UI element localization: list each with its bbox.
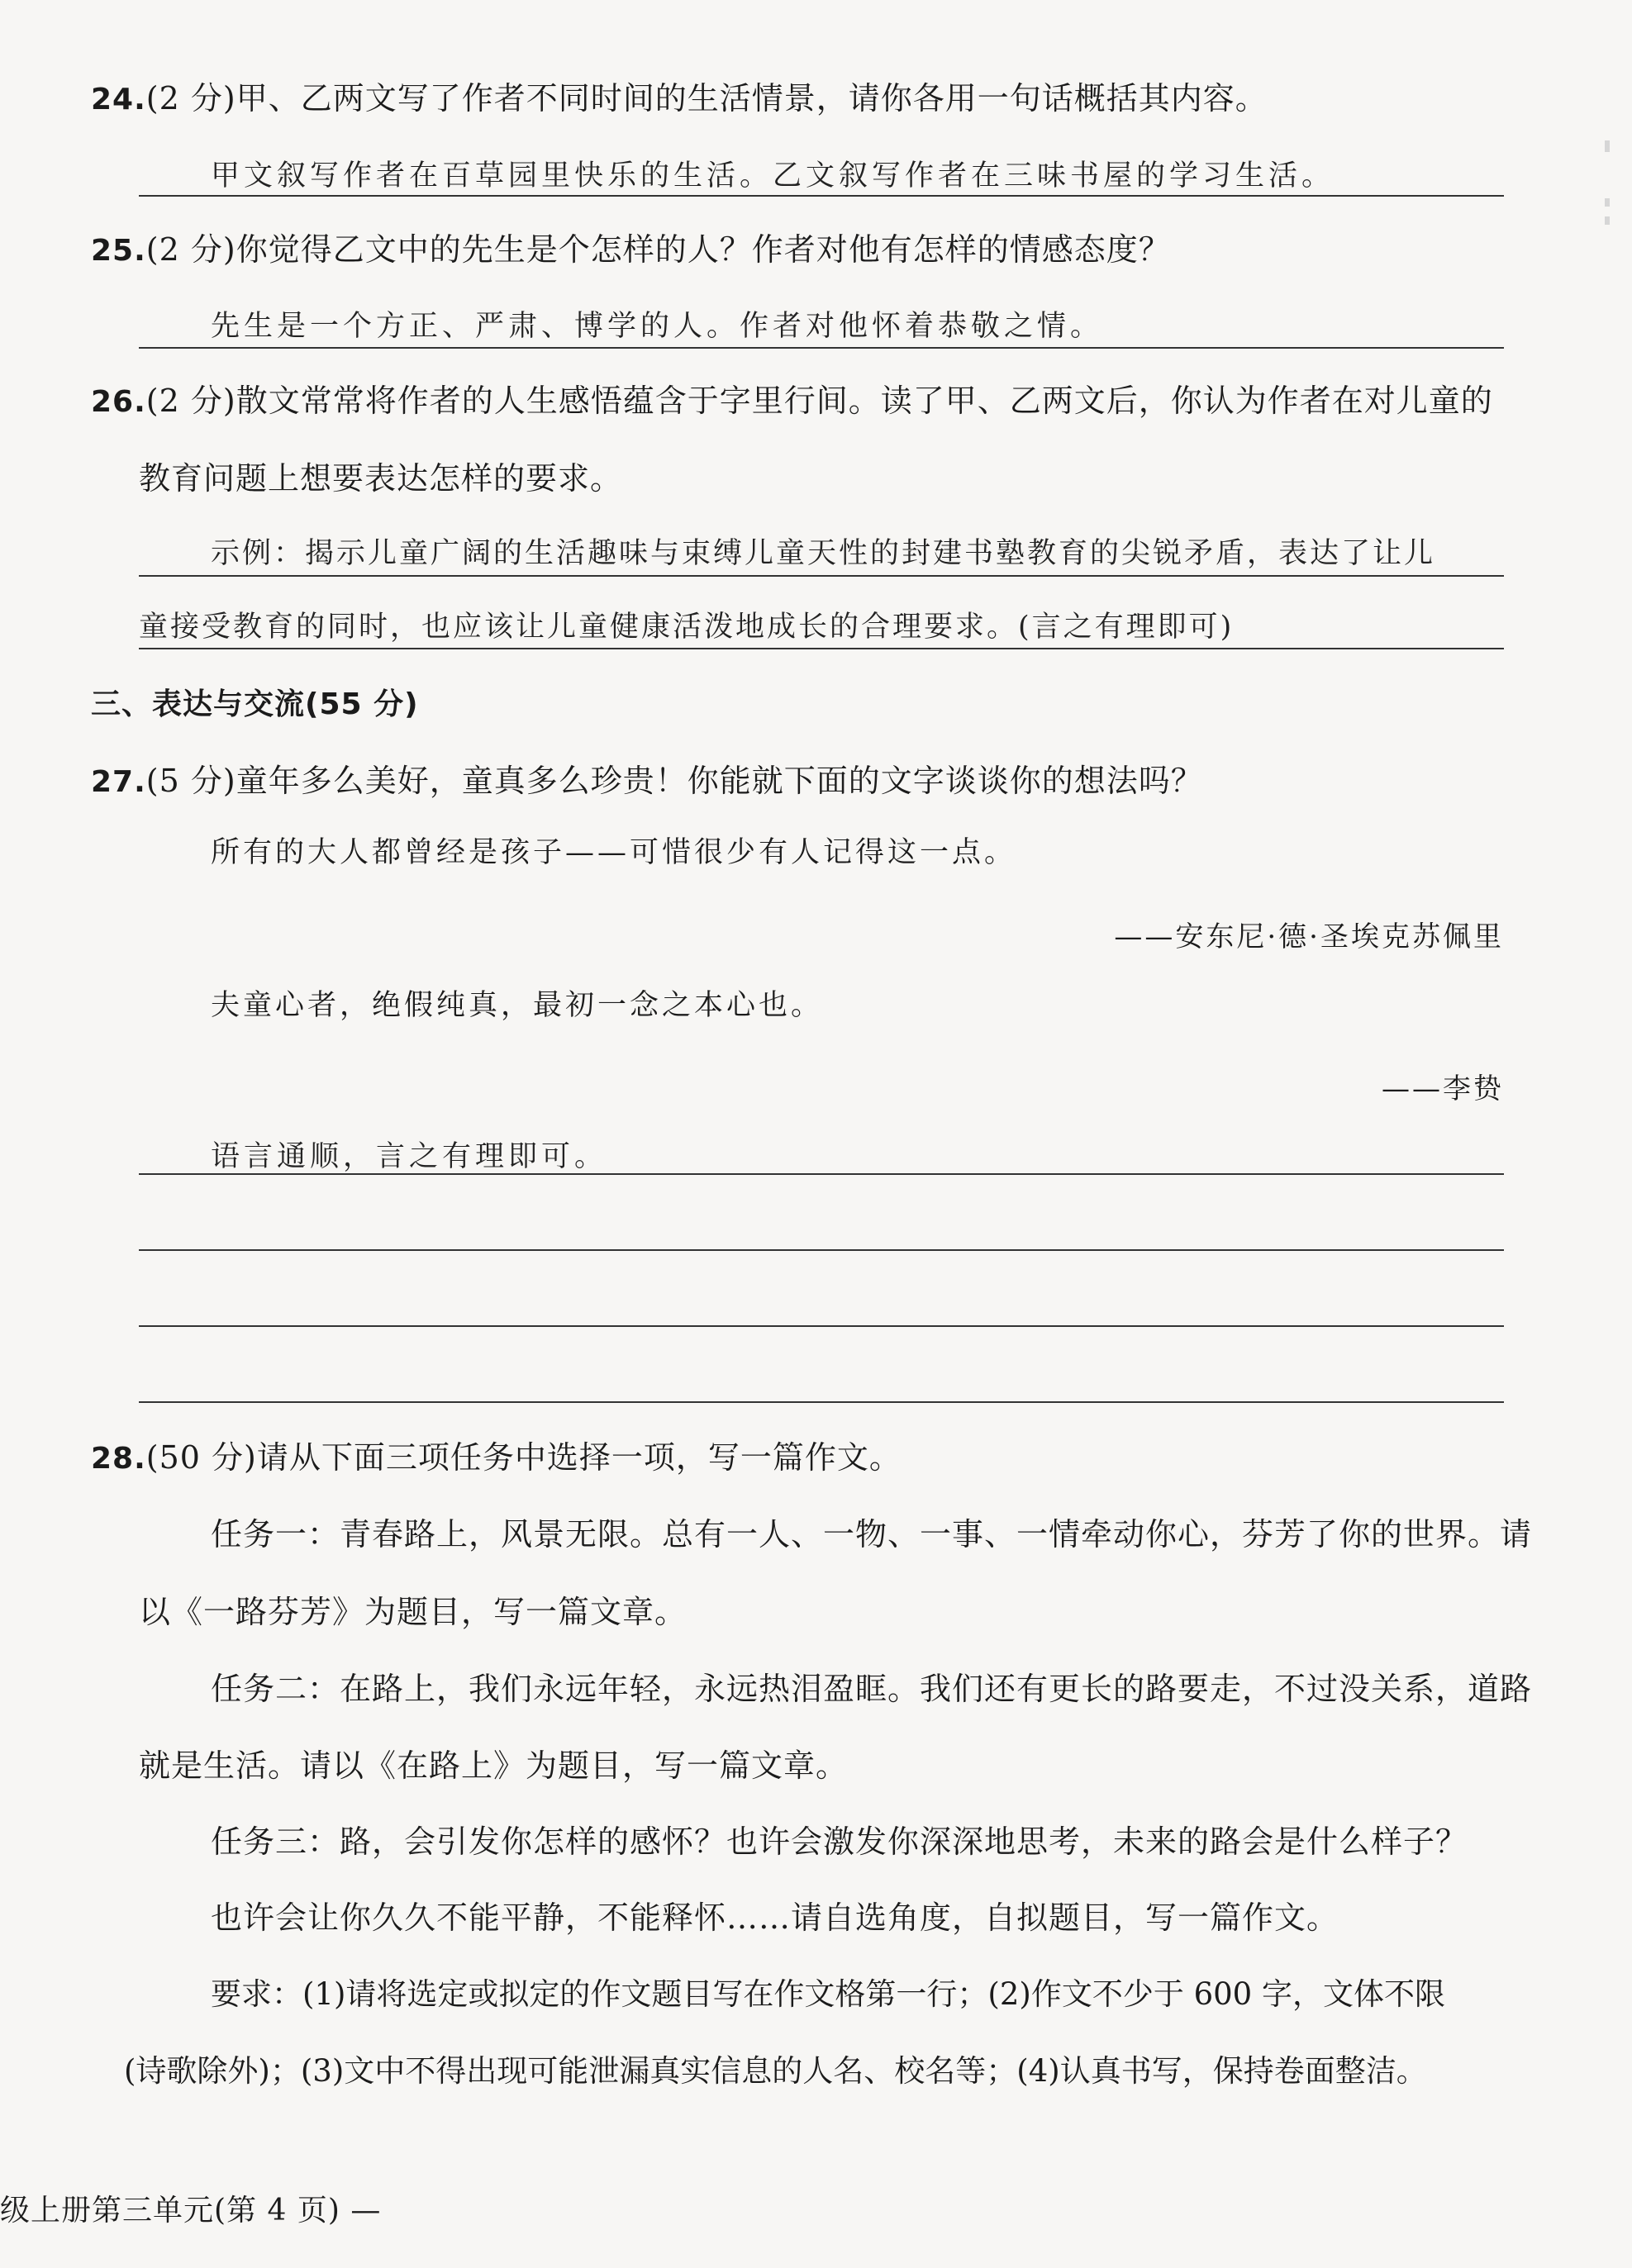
task-3-line1: 任务三：路，会引发你怎样的感怀？也许会激发你深深地思考，未来的路会是什么样子？ — [211, 1823, 1468, 1860]
answer-25: 先生是一个方正、严肃、博学的人。作者对他怀着恭敬之情。 — [211, 310, 1104, 343]
question-number: 24. — [91, 83, 146, 116]
scan-mark — [1605, 140, 1610, 152]
scan-mark — [1605, 198, 1610, 207]
task-3-line2: 也许会让你久久不能平静，不能释怀……请自选角度，自拟题目，写一篇作文。 — [211, 1900, 1339, 1936]
task-2-line1: 任务二：在路上，我们永远年轻，永远热泪盈眶。我们还有更长的路要走，不过没关系，道路 — [211, 1671, 1533, 1707]
question-prompt: (2 分)甲、乙两文写了作者不同时间的生活情景，请你各用一句话概括其内容。 — [145, 80, 1268, 116]
requirements-line1: 要求：(1)请将选定或拟定的作文题目写在作文格第一行；(2)作文不少于 600 字，文体不限 — [211, 1976, 1445, 2012]
question-25 — [91, 231, 1171, 268]
quote-2-author: ——李贽 — [1382, 1072, 1504, 1105]
question-number: 26. — [91, 385, 146, 419]
question-26-prompt-cont: 教育问题上想要表达怎样的要求。 — [139, 460, 623, 497]
answer-24: 甲文叙写作者在百草园里快乐的生活。乙文叙写作者在三味书屋的学习生活。 — [211, 159, 1335, 193]
answer-line — [139, 648, 1504, 649]
scan-mark — [1605, 216, 1610, 225]
requirements-line2: (诗歌除外)；(3)文中不得出现可能泄漏真实信息的人名、校名等；(4)认真书写，保持卷面整洁。 — [124, 2053, 1427, 2089]
answer-26-line2: 童接受教育的同时，也应该让儿童健康活泼地成长的合理要求。(言之有理即可) — [139, 611, 1235, 644]
question-number: 28. — [91, 1442, 146, 1476]
question-prompt: (2 分)散文常常将作者的人生感悟蕴含于字里行间。读了甲、乙两文后，你认为作者在对儿童的 — [145, 383, 1493, 419]
answer-line — [139, 1249, 1504, 1251]
question-number: 27. — [91, 765, 146, 799]
quote-2: 夫童心者，绝假纯真，最初一念之本心也。 — [211, 989, 824, 1022]
question-prompt: (50 分)请从下面三项任务中选择一项，写一篇作文。 — [145, 1439, 902, 1476]
question-prompt: (2 分)你觉得乙文中的先生是个怎样的人？作者对他有怎样的情感态度？ — [145, 231, 1171, 268]
answer-line — [139, 1401, 1504, 1403]
question-26 — [91, 385, 1493, 417]
task-1-line1: 任务一：青春路上，风景无限。总有一人、一物、一事、一情牵动你心，芬芳了你的世界。请 — [211, 1516, 1533, 1552]
question-24 — [91, 80, 1268, 116]
answer-line — [139, 1173, 1504, 1175]
answer-line — [139, 1325, 1504, 1327]
question-28 — [91, 1439, 902, 1476]
page-footer: 级上册第三单元(第 4 页) — — [0, 2194, 382, 2228]
question-prompt: (5 分)童年多么美好，童真多么珍贵！你能就下面的文字谈谈你的想法吗？ — [145, 763, 1203, 799]
answer-line — [139, 347, 1504, 349]
question-number: 25. — [91, 234, 146, 268]
task-2-line2: 就是生活。请以《在路上》为题目，写一篇文章。 — [139, 1747, 849, 1784]
section-heading: 三、表达与交流(55 分) — [91, 687, 419, 721]
question-27 — [91, 765, 1203, 797]
task-1-line2: 以《一路芬芳》为题目，写一篇文章。 — [139, 1594, 688, 1630]
answer-27: 语言通顺，言之有理即可。 — [211, 1140, 608, 1173]
answer-line — [139, 575, 1504, 577]
answer-26-line1: 示例：揭示儿童广阔的生活趣味与束缚儿童天性的封建书塾教育的尖锐矛盾，表达了让儿 — [211, 537, 1436, 570]
answer-line — [139, 195, 1504, 197]
quote-1: 所有的大人都曾经是孩子——可惜很少有人记得这一点。 — [211, 836, 1017, 869]
quote-1-author: ——安东尼·德·圣埃克苏佩里 — [1114, 920, 1504, 953]
